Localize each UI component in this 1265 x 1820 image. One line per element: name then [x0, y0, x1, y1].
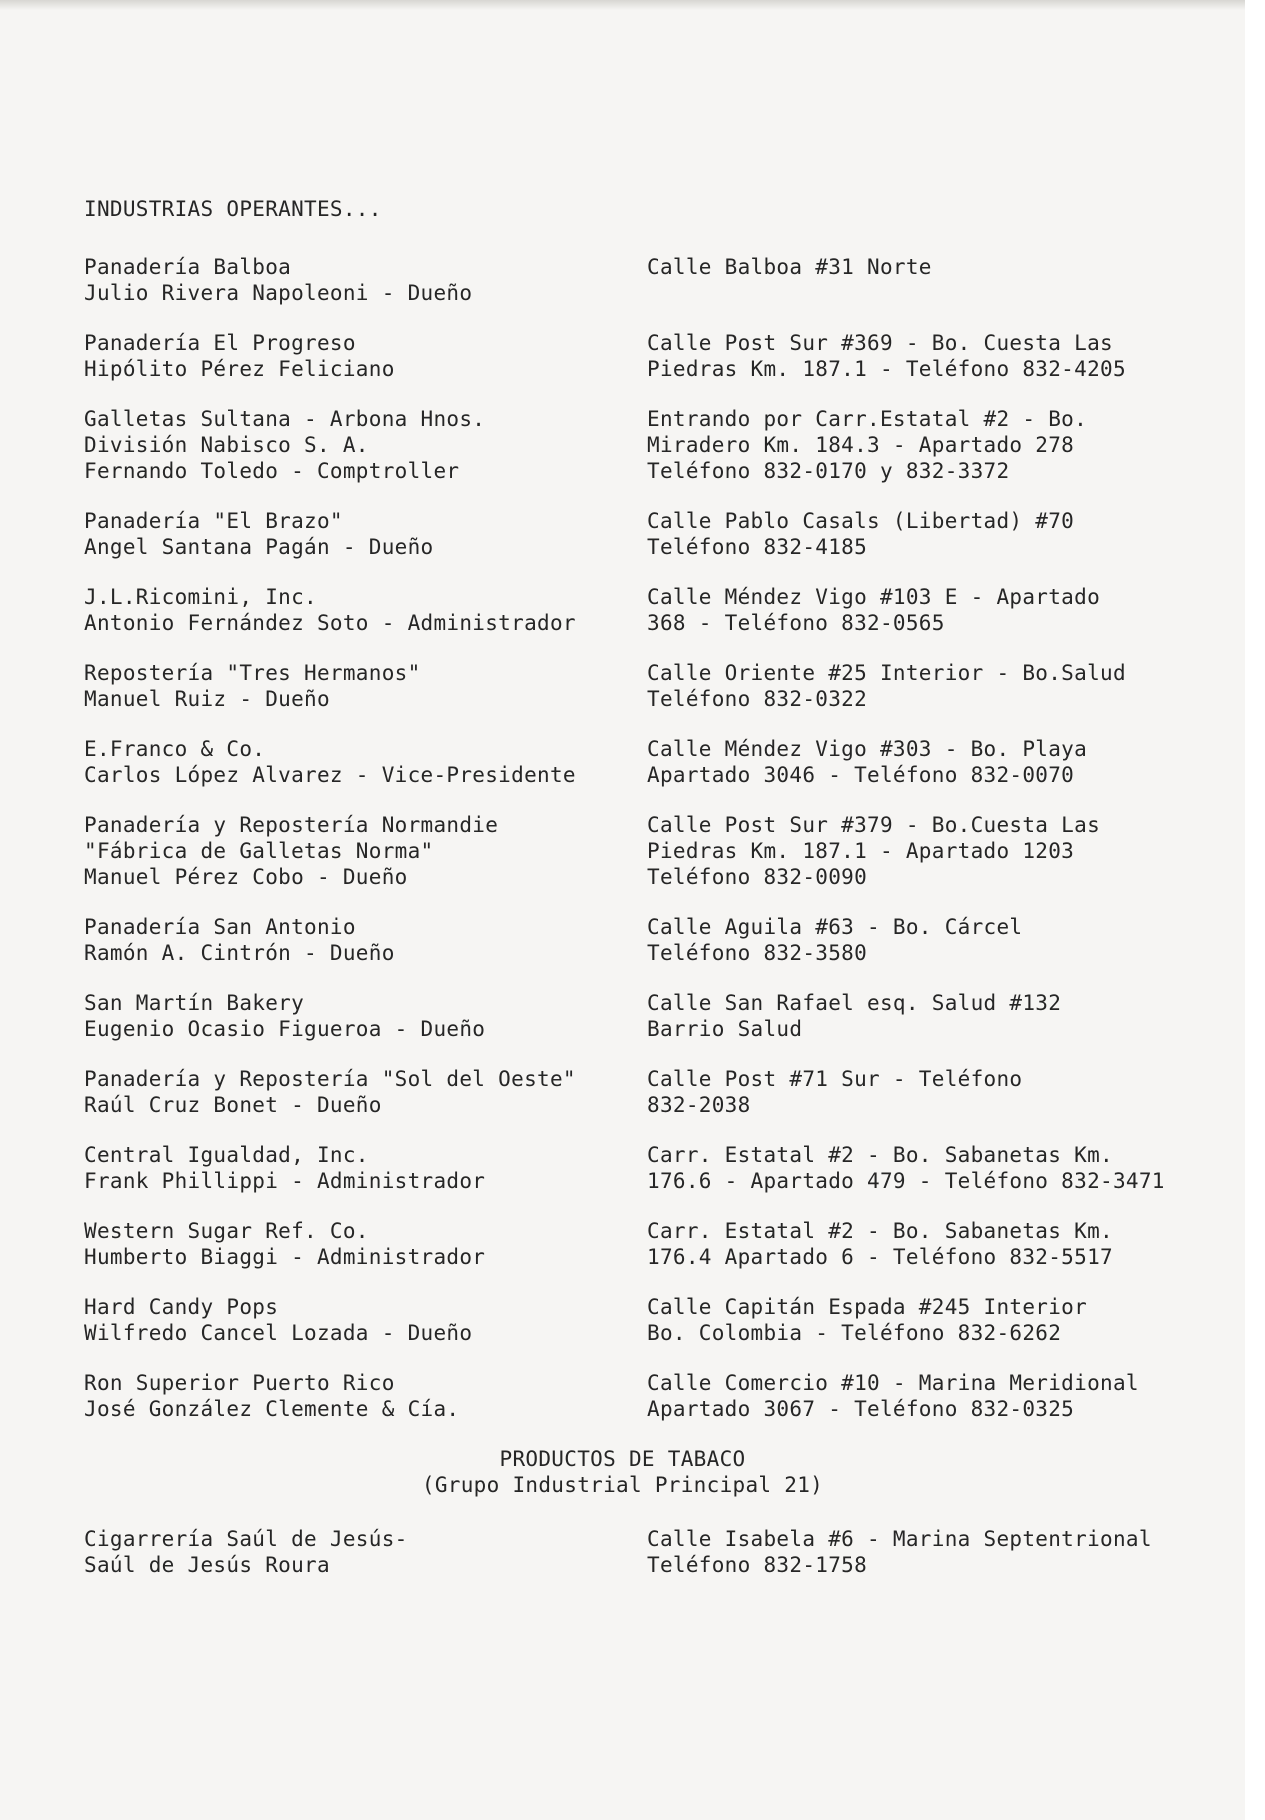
business-line: Western Sugar Ref. Co. — [84, 1219, 369, 1243]
business-name-column — [84, 660, 647, 712]
address-line: Bo. Colombia - Teléfono 832-6262 — [647, 1321, 1062, 1345]
address-line: Apartado 3067 - Teléfono 832-0325 — [647, 1397, 1075, 1421]
address-line: Piedras Km. 187.1 - Teléfono 832-4205 — [647, 357, 1126, 381]
list-item — [84, 914, 1184, 966]
page-top-edge — [0, 0, 1245, 10]
list-item — [84, 736, 1184, 788]
business-line: Panadería El Progreso — [84, 331, 356, 355]
address-line: Calle Méndez Vigo #103 E - Apartado — [647, 585, 1101, 609]
address-column — [647, 914, 1184, 966]
list-item — [84, 990, 1184, 1042]
address-column — [647, 254, 1184, 306]
address-column — [647, 508, 1184, 560]
address-line: Barrio Salud — [647, 1017, 803, 1041]
list-item — [84, 1142, 1184, 1194]
business-line: Wilfredo Cancel Lozada - Dueño — [84, 1321, 473, 1345]
business-name-column — [84, 1370, 647, 1422]
business-line: Panadería Balboa — [84, 255, 292, 279]
business-name-column — [84, 914, 647, 966]
address-line: Carr. Estatal #2 - Bo. Sabanetas Km. — [647, 1219, 1113, 1243]
section-title: PRODUCTOS DE TABACO — [499, 1447, 746, 1471]
address-line: Calle Comercio #10 - Marina Meridional — [647, 1371, 1139, 1395]
address-column — [647, 660, 1184, 712]
business-line: E.Franco & Co. — [84, 737, 266, 761]
business-name-column — [84, 406, 647, 484]
business-line: Saúl de Jesús Roura — [84, 1553, 330, 1577]
address-line: 368 - Teléfono 832-0565 — [647, 611, 945, 635]
business-name-column — [84, 1066, 647, 1118]
business-line: Hipólito Pérez Feliciano — [84, 357, 395, 381]
address-line: Teléfono 832-0170 y 832-3372 — [647, 459, 1010, 483]
list-item — [84, 508, 1184, 560]
business-line: Antonio Fernández Soto - Administrador — [84, 611, 576, 635]
business-line: Frank Phillippi - Administrador — [84, 1169, 486, 1193]
business-line: San Martín Bakery — [84, 991, 305, 1015]
business-name-column — [84, 736, 647, 788]
business-line: Eugenio Ocasio Figueroa - Dueño — [84, 1017, 486, 1041]
business-line: Repostería "Tres Hermanos" — [84, 661, 421, 685]
address-line: 176.4 Apartado 6 - Teléfono 832-5517 — [647, 1245, 1113, 1269]
address-line: Calle Balboa #31 Norte — [647, 255, 932, 279]
business-name-column — [84, 812, 647, 890]
address-column — [647, 330, 1184, 382]
address-line: Calle Capitán Espada #245 Interior — [647, 1295, 1088, 1319]
address-line: 176.6 - Apartado 479 - Teléfono 832-3471 — [647, 1169, 1165, 1193]
list-item — [84, 812, 1184, 890]
address-column — [647, 1066, 1184, 1118]
address-line: Calle Post Sur #369 - Bo. Cuesta Las — [647, 331, 1113, 355]
address-column — [647, 736, 1184, 788]
section-subtitle: (Grupo Industrial Principal 21) — [421, 1473, 824, 1497]
address-line: 832-2038 — [647, 1093, 751, 1117]
list-item — [84, 584, 1184, 636]
business-line: Fernando Toledo - Comptroller — [84, 459, 460, 483]
business-line: Hard Candy Pops — [84, 1295, 279, 1319]
address-column — [647, 1370, 1184, 1422]
business-line: Panadería y Repostería "Sol del Oeste" — [84, 1067, 576, 1091]
address-line: Miradero Km. 184.3 - Apartado 278 — [647, 433, 1075, 457]
address-line: Calle Post Sur #379 - Bo.Cuesta Las — [647, 813, 1101, 837]
list-item — [84, 1294, 1184, 1346]
address-line: Calle San Rafael esq. Salud #132 — [647, 991, 1062, 1015]
address-column — [647, 406, 1184, 484]
business-line: Ramón A. Cintrón - Dueño — [84, 941, 395, 965]
address-column — [647, 1218, 1184, 1270]
business-line: Angel Santana Pagán - Dueño — [84, 535, 434, 559]
business-line: Ron Superior Puerto Rico — [84, 1371, 395, 1395]
list-item — [84, 254, 1184, 306]
business-line: Panadería y Repostería Normandie — [84, 813, 499, 837]
address-line: Apartado 3046 - Teléfono 832-0070 — [647, 763, 1075, 787]
business-name-column — [84, 330, 647, 382]
business-name-column — [84, 990, 647, 1042]
address-line: Calle Isabela #6 - Marina Septentrional — [647, 1527, 1152, 1551]
business-name-column — [84, 254, 647, 306]
business-name-column — [84, 1294, 647, 1346]
business-line: J.L.Ricomini, Inc. — [84, 585, 317, 609]
business-line: Raúl Cruz Bonet - Dueño — [84, 1093, 382, 1117]
address-line: Calle Aguila #63 - Bo. Cárcel — [647, 915, 1023, 939]
business-name-column — [84, 1142, 647, 1194]
address-line: Calle Oriente #25 Interior - Bo.Salud — [647, 661, 1126, 685]
business-line: "Fábrica de Galletas Norma" — [84, 839, 434, 863]
address-column — [647, 1142, 1184, 1194]
business-line: Manuel Ruiz - Dueño — [84, 687, 330, 711]
address-line: Teléfono 832-3580 — [647, 941, 868, 965]
address-line: Piedras Km. 187.1 - Apartado 1203 — [647, 839, 1075, 863]
page-title: INDUSTRIAS OPERANTES... — [84, 197, 382, 221]
business-line: Julio Rivera Napoleoni - Dueño — [84, 281, 473, 305]
address-column — [647, 584, 1184, 636]
business-name-column — [84, 1526, 647, 1578]
business-name-column — [84, 508, 647, 560]
business-line: Manuel Pérez Cobo - Dueño — [84, 865, 408, 889]
address-column — [647, 812, 1184, 890]
tobacco-list — [84, 1526, 1184, 1602]
business-line: Cigarrería Saúl de Jesús- — [84, 1527, 408, 1551]
list-item — [84, 1526, 1184, 1578]
list-item — [84, 406, 1184, 484]
address-line: Teléfono 832-1758 — [647, 1553, 868, 1577]
business-line: Central Igualdad, Inc. — [84, 1143, 369, 1167]
list-item — [84, 1066, 1184, 1118]
business-line: Carlos López Alvarez - Vice-Presidente — [84, 763, 576, 787]
business-line: Panadería "El Brazo" — [84, 509, 343, 533]
address-column — [647, 1526, 1184, 1578]
address-column — [647, 1294, 1184, 1346]
address-line: Calle Pablo Casals (Libertad) #70 — [647, 509, 1075, 533]
list-item — [84, 1370, 1184, 1422]
business-line: Galletas Sultana - Arbona Hnos. — [84, 407, 486, 431]
address-line: Entrando por Carr.Estatal #2 - Bo. — [647, 407, 1088, 431]
section-heading — [0, 1446, 1245, 1498]
address-line: Teléfono 832-4185 — [647, 535, 868, 559]
business-line: Humberto Biaggi - Administrador — [84, 1245, 486, 1269]
address-column — [647, 990, 1184, 1042]
industry-list — [84, 254, 1184, 1446]
business-line: Panadería San Antonio — [84, 915, 356, 939]
list-item — [84, 1218, 1184, 1270]
list-item — [84, 330, 1184, 382]
business-name-column — [84, 584, 647, 636]
address-line: Calle Méndez Vigo #303 - Bo. Playa — [647, 737, 1088, 761]
list-item — [84, 660, 1184, 712]
address-line: Teléfono 832-0322 — [647, 687, 868, 711]
business-line: División Nabisco S. A. — [84, 433, 369, 457]
business-name-column — [84, 1218, 647, 1270]
address-line: Carr. Estatal #2 - Bo. Sabanetas Km. — [647, 1143, 1113, 1167]
address-line: Calle Post #71 Sur - Teléfono — [647, 1067, 1023, 1091]
address-line: Teléfono 832-0090 — [647, 865, 868, 889]
business-line: José González Clemente & Cía. — [84, 1397, 460, 1421]
